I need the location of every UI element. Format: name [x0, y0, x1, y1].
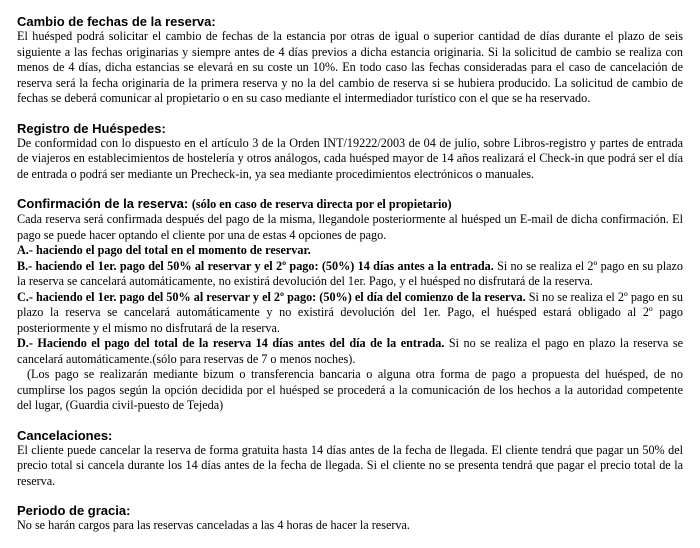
section-body-date-change: El huésped podrá solicitar el cambio de fechas de la estancia por otras de igual o superior cantidad de días durante el plazo de seis siguiente a las fechas originarias y siempre antes de 4 días previos a dicha estancia originaria. Si la solicitud de cambio se realiza con menos de 4 días, dicha estancias se elevará en su coste un 10%. En todo caso las fechas consideradas para el caso de cancelación de reserva será la fecha originaria de la primera reserva y no la del cambio de reserva si se hubiera producido. La solicitud de cambio de fechas se deberá comunicar al propietario o en su caso mediante el intermediador turístico con el que se ha reservado.	[17, 29, 683, 105]
payment-option-c-text: Si no se realiza el 2º pago en su plazo la reserva se cancelará automáticamente y no existirá devolución del 1er. Pago, el huésped estará obligado al 2º pago posteriormente y el mismo no disfrutará de la reserva.	[17, 289, 683, 335]
section-body-grace-period: No se harán cargos para las reservas canceladas a las 4 horas de hacer la reserva.	[17, 518, 410, 532]
payment-option-d	[17, 336, 683, 367]
section-title-guest-registration: Registro de Huéspedes:	[17, 120, 166, 136]
section-grace-period	[17, 503, 683, 534]
payment-option-c-lead: C.- haciendo el 1er. pago del 50% al reservar y el 2º pago: (50%) el día del comienzo de la reserva.	[17, 289, 526, 304]
section-booking-confirmation	[17, 196, 683, 414]
section-body-booking-confirmation: Cada reserva será confirmada después del pago de la misma, llegandole posteriormente al huésped un E-mail de dicha confirmación. El pago se puede hacer optando el cliente por una de estas 4 opciones de pago.	[17, 212, 683, 242]
section-guest-registration	[17, 121, 683, 183]
section-title-booking-confirmation	[17, 196, 683, 212]
payment-option-b	[17, 259, 683, 290]
section-date-change	[17, 14, 683, 107]
section-title-note: (sólo en caso de reserva directa por el propietario)	[191, 197, 452, 211]
payment-option-d-lead: D.- Haciendo el pago del total de la reserva 14 días antes del día de la entrada.	[17, 336, 445, 350]
section-title-cancellations: Cancelaciones:	[17, 427, 113, 443]
payment-option-a	[17, 243, 683, 259]
payment-option-b-lead: B.- haciendo el 1er. pago del 50% al reservar y el 2º pago: (50%) 14 días antes a la entrada.	[17, 258, 494, 273]
section-body-cancellations: El cliente puede cancelar la reserva de forma gratuita hasta 14 días antes de la fecha de llegada. El cliente tendrá que pagar un 50% del precio total si cancela durante los 14 días antes de la fecha de llegada. Si el cliente no se presenta tendrá que pagar el precio total de la reserva.	[17, 442, 683, 488]
payment-option-b-text: Si no se realiza el 2º pago en su plazo la reserva se cancelará automáticamente, no existirá devolución del 1er. Pago, y el huésped no disfrutará de la reserva.	[17, 258, 683, 288]
payment-option-a-lead: A.- haciendo el pago del total en el momento de reservar.	[17, 243, 311, 257]
policy-document	[17, 14, 683, 548]
payment-option-d-text: Si no se realiza el pago en plazo la reserva se cancelará automáticamente.(sólo para reservas de 7 o menos noches).	[17, 336, 683, 366]
payment-option-c	[17, 290, 683, 337]
section-title-text: Confirmación de la reserva:	[17, 196, 189, 211]
section-title-date-change: Cambio de fechas de la reserva:	[17, 14, 216, 29]
section-cancellations	[17, 428, 683, 490]
section-body-guest-registration: De conformidad con lo dispuesto en el artículo 3 de la Orden INT/19222/2003 de 04 de julio, sobre Libros-registro y partes de entrada de viajeros en establecimientos de hostelería y otros análogos, cada huésped mayor de 14 años realizará el Check-in que podrá ser el día de entrada o podrá ser mediante un Precheck-in, ya sea mediante procedimientos electrónicos o manuales.	[17, 135, 683, 181]
payment-methods-note: (Los pago se realizarán mediante bizum o transferencia bancaria o alguna otra forma de pago a propuesta del huésped, de no cumplirse los pagos según la opción decidida por el huésped se procederá a la comunicación de los hechos a la autoridad competente del lugar, (Guardia civil-puesto de Tejeda)	[17, 367, 683, 412]
section-title-grace-period: Periodo de gracia:	[17, 503, 131, 518]
